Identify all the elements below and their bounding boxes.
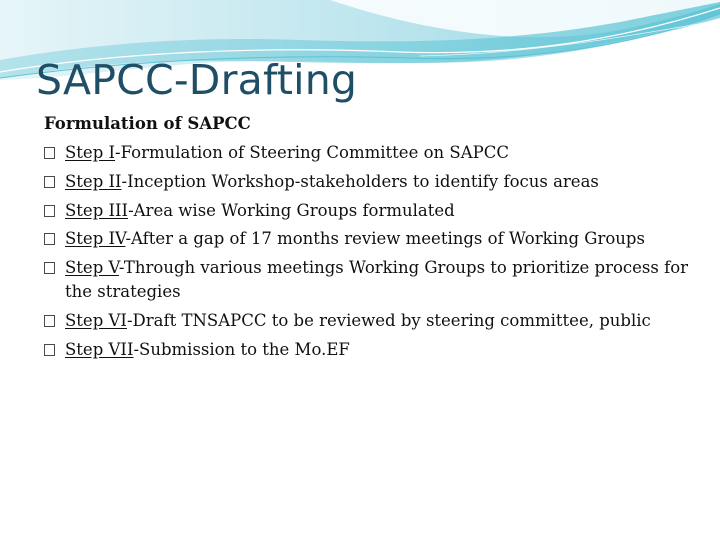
slide-content bbox=[44, 112, 694, 367]
step-label: Step III bbox=[65, 200, 129, 220]
step-text: -Through various meetings Working Groups to prioritize process for the strategies bbox=[65, 258, 689, 302]
list-item-step-3 bbox=[44, 199, 694, 223]
square-bullet-icon bbox=[44, 262, 55, 274]
step-label: Step VI bbox=[65, 310, 127, 330]
list-item-step-5 bbox=[44, 256, 694, 304]
step-text: -Submission to the Mo.EF bbox=[133, 339, 350, 359]
list-item-step-1 bbox=[44, 141, 694, 165]
step-label: Step IV bbox=[65, 229, 126, 249]
step-text: -After a gap of 17 months review meetings of Working Groups bbox=[125, 229, 645, 249]
step-label: Step I bbox=[65, 143, 116, 162]
square-bullet-icon bbox=[44, 344, 55, 356]
step-text: -Draft TNSAPCC to be reviewed by steering committee, public bbox=[126, 310, 651, 330]
step-text: -Inception Workshop-stakeholders to identify focus areas bbox=[121, 171, 599, 191]
list-item-step-7 bbox=[44, 338, 694, 362]
step-label: Step VII bbox=[65, 339, 134, 359]
square-bullet-icon bbox=[44, 233, 55, 245]
square-bullet-icon bbox=[44, 315, 55, 327]
list-item-step-6 bbox=[44, 309, 694, 333]
list-item-step-4 bbox=[44, 227, 694, 251]
step-label: Step II bbox=[65, 171, 122, 191]
square-bullet-icon bbox=[44, 176, 55, 188]
step-text: -Area wise Working Groups formulated bbox=[128, 200, 455, 220]
steps-list bbox=[44, 141, 694, 362]
step-text: -Formulation of Steering Committee on SAPCC bbox=[115, 143, 509, 162]
slide-title: SAPCC-Drafting bbox=[36, 56, 358, 104]
square-bullet-icon bbox=[44, 147, 55, 159]
list-item-step-2 bbox=[44, 170, 694, 194]
step-label: Step V bbox=[65, 258, 119, 278]
square-bullet-icon bbox=[44, 205, 55, 217]
section-heading: Formulation of SAPCC bbox=[44, 114, 251, 133]
